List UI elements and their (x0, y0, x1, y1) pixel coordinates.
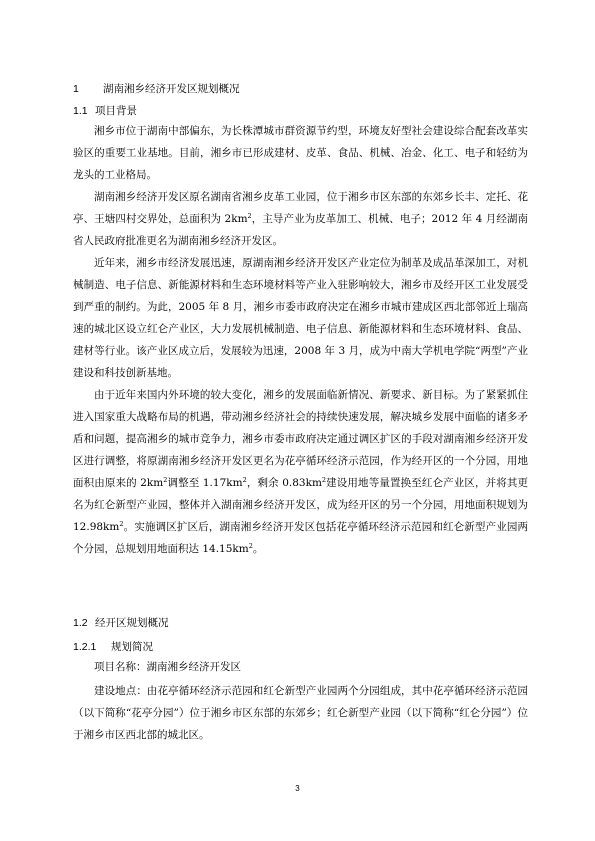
heading-1-2 (73, 616, 169, 630)
page-number: 3 (295, 784, 300, 793)
project-name: 项目名称：湖南湘乡经济开发区 (94, 661, 241, 673)
paragraph-2-part-a: 湖南湘乡经济开发区原名湖南省湘乡皮革工业园，位于湘乡市区东部的东郊乡长丰、定托、花亭、王塘四村交界处，总面积为 2km (73, 191, 528, 225)
superscript-2: 2 (321, 476, 327, 484)
heading-1 (73, 82, 240, 96)
heading-1-2-1-number: 1.2.1 (73, 641, 97, 653)
superscript-2: 2 (247, 212, 252, 220)
paragraph-4-part-a: 由于近年来国内外环境的较大变化，湘乡的发展面临新情况、新要求、新目标。为了紧紧抓住进入国家重大战略布局的机遇，带动湘乡经济社会的持续快速发展，解决城乡发展中面临的诸多矛盾和问题，提高湘乡的城市竞争力，湘乡市委市政府决定通过调区扩区的手段对湖南湘乡经济开发区进行调整，将原湖南湘乡经济开发区更名为花亭循环经济示范园，作为经开区的一个分园，用地面积由原来的 2km (73, 389, 528, 489)
heading-1-2-1 (73, 640, 153, 654)
heading-1-1 (73, 104, 137, 118)
heading-1-2-number: 1.2 (73, 617, 88, 629)
heading-1-number: 1 (73, 83, 79, 95)
superscript-2: 2 (119, 520, 124, 528)
paragraph-4-part-b: 调整至 1.17km (167, 477, 243, 489)
paragraph-1: 湘乡市位于湖南中部偏东，为长株潭城市群资源节约型，环境友好型社会建设综合配套改革实验区的重要工业基地。目前，湘乡市已形成建材、皮革、食品、机械、冶金、化工、电子和轻纺为龙头的工业格局。 (73, 125, 528, 181)
superscript-2: 2 (248, 542, 253, 550)
paragraph-2 (73, 186, 528, 252)
superscript-2: 2 (242, 476, 247, 484)
heading-1-1-title: 项目背景 (95, 105, 137, 117)
heading-1-2-1-title: 规划简况 (111, 641, 153, 653)
paragraph-4-part-d: 建设用地等量置换至红仑产业区，并将其更名为红仑新型产业园，整体并入湖南湘乡经济开发区，成为经开区的另一个分园，用地面积规划为 12.98km (73, 477, 528, 533)
location-paragraph: 建设地点：由花亭循环经济示范园和红仑新型产业园两个分园组成，其中花亭循环经济示范园（以下简称“花亭分园”）位于湘乡市区东部的东郊乡；红仑新型产业园（以下简称“红仑分园”）位于湘乡市区西北部的城北区。 (73, 685, 528, 741)
heading-1-1-number: 1.1 (73, 105, 88, 117)
heading-1-title: 湖南湘乡经济开发区规划概况 (103, 83, 240, 95)
paragraph-4-part-e: 。实施调区扩区后，湖南湘乡经济开发区包括花亭循环经济示范园和红仑新型产业园两个分园，总规划用地面积达 14.15km (73, 521, 528, 555)
paragraph-4 (73, 384, 528, 560)
superscript-2: 2 (163, 476, 168, 484)
paragraph-3: 近年来，湘乡市经济发展迅速，原湖南湘乡经济开发区产业定位为制革及成品革深加工，对机械制造、电子信息、新能源材料和生态环境材料等产业入驻影响较大，湘乡市及经开区工业发展受到严重的制约。为此，2005 年 8 月，湘乡市委市政府决定在湘乡市城市建成区西北部邻近上瑞高速的城北区设立红仑产业区，大力发展机械制造、电子信息、新能源材料和生态环境材料、食品、建材等行业。该产业区成立后，发展较为迅速，2008 年 3 月，成为中南大学机电学院“两型”产业建设和科技创新基地。 (73, 257, 528, 379)
paragraph-2-part-b: ，主导产业为皮革加工、机械、电子；2012 年 4 月经湖南省人民政府批准更名为湖南湘乡经济开发区。 (73, 213, 528, 247)
heading-1-2-title: 经开区规划概况 (95, 617, 169, 629)
paragraph-4-part-f: 。 (252, 543, 264, 555)
paragraph-4-part-c: ，剩余 0.83km (246, 477, 322, 489)
